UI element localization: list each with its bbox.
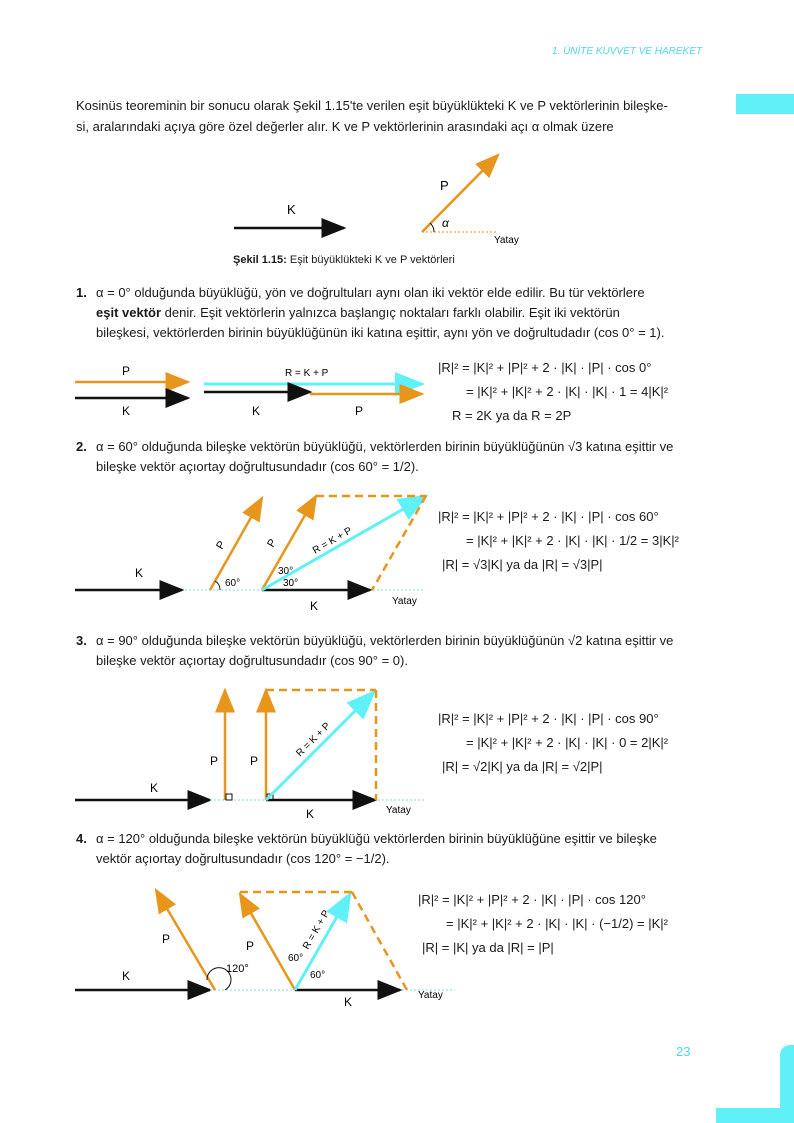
label-k-2: K — [252, 404, 261, 418]
case-1-eq-2: = |K|² + |K|² + 2 · |K| · |K| · 1 = 4|K|² — [466, 384, 669, 399]
case-4-eq-2: = |K|² + |K|² + 2 · |K| · |K| · (−1/2) = |K|² — [446, 916, 668, 931]
case-3-math — [438, 707, 668, 779]
case-2-eq-1: |R|² = |K|² + |P|² + 2 · |K| · |P| · cos 60° — [438, 509, 659, 524]
intro-line-1: Kosinüs teoreminin bir sonucu olarak Şekil 1.15'te verilen eşit büyüklükteki K ve P vektörlerinin bileşke- — [76, 98, 668, 113]
label-yatay: Yatay — [418, 990, 443, 1001]
label-120: 120° — [226, 963, 249, 975]
case-1-line-3: bileşkesi, vektörlerden birinin büyüklüğünün iki katına eşittir, aynı yön ve doğrultudadır (cos 0° = 1). — [96, 325, 665, 340]
case-4-line-2: vektör açıortay doğrultusundadır (cos 120° = −1/2). — [96, 851, 390, 866]
case-1-line-1: α = 0° olduğunda büyüklüğü, yön ve doğrultuları aynı olan iki vektör elde edilir. Bu tür vektörlere — [96, 285, 645, 300]
figure-1-15 — [220, 150, 540, 250]
label-60-right: 60° — [310, 970, 326, 981]
label-k-2: K — [310, 599, 319, 613]
label-p: P — [210, 754, 219, 768]
label-k: K — [135, 566, 144, 580]
label-r-equation: R = K + P — [311, 525, 355, 557]
label-r-equation: R = K + P — [285, 368, 329, 379]
case-2-line-1: α = 60° olduğunda bileşke vektörün büyüklüğü, vektörlerden birinin büyüklüğünün √3 katına eşittir ve — [96, 439, 674, 454]
case-2-line-2: bileşke vektör açıortay doğrultusundadır (cos 60° = 1/2). — [96, 459, 419, 474]
label-30-top: 30° — [278, 566, 294, 577]
label-p-2: P — [355, 404, 364, 418]
case-3-eq-1: |R|² = |K|² + |P|² + 2 · |K| · |P| · cos 90° — [438, 711, 659, 726]
figure-caption — [233, 254, 455, 266]
label-r-equation: R = K + P — [301, 908, 333, 952]
case-2-eq-3: |R| = √3|K| ya da |R| = √3|P| — [442, 557, 603, 572]
case-1-line-2: denir. Eşit vektörlerin yalnızca başlangıç noktaları farklı olabilir. Eşit iki vektörün — [161, 305, 620, 320]
unit-header: 1. ÜNİTE KUVVET VE HAREKET — [551, 46, 702, 57]
case-1-math — [438, 356, 668, 428]
label-p: P — [162, 932, 171, 946]
label-p-2: P — [265, 537, 280, 550]
label-k: K — [287, 202, 296, 217]
caption-label: Şekil 1.15: — [233, 254, 287, 266]
label-k-2: K — [306, 807, 315, 821]
case-4-eq-3: |R| = |K| ya da |R| = |P| — [422, 940, 554, 955]
label-yatay: Yatay — [386, 805, 411, 816]
case-3-line-2: bileşke vektör açıortay doğrultusundadır (cos 90° = 0). — [96, 653, 408, 668]
case-1-text — [76, 283, 716, 343]
label-p: P — [214, 539, 229, 552]
label-p: P — [122, 364, 131, 378]
label-p: P — [440, 178, 449, 193]
case-4-eq-1: |R|² = |K|² + |P|² + 2 · |K| · |P| · cos 120° — [418, 892, 646, 907]
case-4-number: 4. — [76, 831, 87, 846]
case-3-number: 3. — [76, 633, 87, 648]
dashed-side — [352, 892, 407, 990]
label-r-equation: R = K + P — [294, 720, 333, 760]
label-k: K — [122, 969, 131, 983]
case-4-line-1: α = 120° olduğunda bileşke vektörün büyüklüğü vektörlerden birinin büyüklüğüne eşittir ve bileşke — [96, 831, 657, 846]
label-yatay: Yatay — [392, 596, 417, 607]
case-2-math — [438, 505, 679, 577]
label-alpha: α — [442, 216, 449, 230]
intro-paragraph — [76, 95, 716, 137]
case-1-number: 1. — [76, 285, 87, 300]
case-3-line-1: α = 90° olduğunda bileşke vektörün büyüklüğü, vektörlerden birinin büyüklüğünün √2 katına eşittir ve — [96, 633, 674, 648]
case-2-text — [76, 437, 716, 477]
label-k: K — [122, 404, 131, 418]
intro-line-2: si, aralarındaki açıya göre özel değerler alır. K ve P vektörlerinin arasındaki açı α olmak üzere — [76, 119, 614, 134]
page-tab-marker — [736, 94, 794, 114]
case-3-eq-2: = |K|² + |K|² + 2 · |K| · |K| · 0 = 2|K|² — [466, 735, 669, 750]
corner-decoration-horizontal — [716, 1108, 794, 1123]
case-4-text — [76, 829, 716, 869]
case-1-eq-3: R = 2K ya da R = 2P — [452, 408, 572, 423]
label-p-2: P — [250, 754, 259, 768]
case-3-figure — [70, 685, 440, 825]
label-60: 60° — [225, 578, 241, 589]
label-30-bottom: 30° — [283, 578, 299, 589]
case-2-number: 2. — [76, 439, 87, 454]
case-4-math — [418, 888, 668, 960]
case-4-figure — [70, 868, 460, 1018]
label-60-left: 60° — [288, 953, 304, 964]
case-1-term: eşit vektör — [96, 305, 162, 320]
case-3-text — [76, 631, 716, 671]
right-angle-mark — [226, 794, 232, 800]
label-p-2: P — [246, 939, 255, 953]
vector-r — [266, 692, 374, 800]
case-3-eq-3: |R| = √2|K| ya da |R| = √2|P| — [442, 759, 603, 774]
case-2-eq-2: = |K|² + |K|² + 2 · |K| · |K| · 1/2 = 3|K|² — [466, 533, 679, 548]
page-number: 23 — [676, 1044, 691, 1059]
label-yatay: Yatay — [494, 235, 519, 246]
case-1-eq-1: |R|² = |K|² + |P|² + 2 · |K| · |P| · cos 0° — [438, 360, 652, 375]
label-k-2: K — [344, 995, 353, 1009]
vector-p — [422, 155, 498, 232]
caption-text: Eşit büyüklükteki K ve P vektörleri — [289, 254, 455, 266]
label-k: K — [150, 781, 159, 795]
case-1-figure — [70, 358, 430, 428]
case-2-figure — [70, 488, 440, 618]
